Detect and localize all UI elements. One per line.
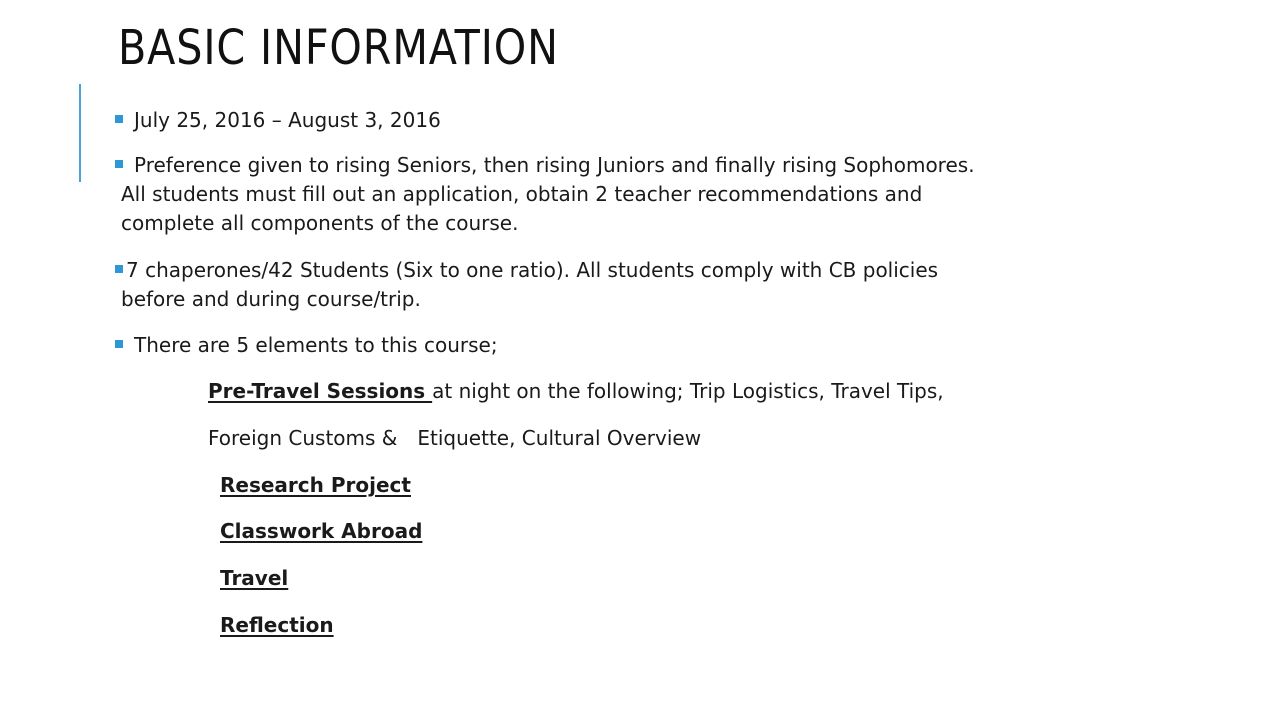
- bullet-square-icon: [115, 265, 123, 273]
- bullet-preference-line-2: All students must fill out an application, obtain 2 teacher recommendations and: [121, 182, 923, 206]
- bullet-chaperones-line-1: 7 chaperones/42 Students (Six to one ratio). All students comply with CB policies: [126, 258, 939, 282]
- pre-travel-description-2: Foreign Customs & Etiquette, Cultural Overview: [208, 426, 702, 450]
- accent-bar: [79, 84, 81, 182]
- travel-link[interactable]: Travel: [220, 566, 289, 590]
- bullet-square-icon: [115, 340, 123, 348]
- bullet-preference-line-3: complete all components of the course.: [121, 211, 519, 235]
- bullet-dates: July 25, 2016 – August 3, 2016: [134, 108, 441, 132]
- classwork-abroad-link[interactable]: Classwork Abroad: [220, 519, 423, 543]
- pre-travel-description: at night on the following; Trip Logistics, Travel Tips,: [432, 379, 944, 403]
- bullet-chaperones-line-2: before and during course/trip.: [121, 287, 421, 311]
- research-project-link[interactable]: Research Project: [220, 473, 411, 497]
- bullet-square-icon: [115, 115, 123, 123]
- reflection-link[interactable]: Reflection: [220, 613, 334, 637]
- slide-title: BASIC INFORMATION: [118, 20, 559, 76]
- bullet-preference-line-1: Preference given to rising Seniors, then rising Juniors and finally rising Sophomores.: [134, 153, 975, 177]
- bullet-square-icon: [115, 160, 123, 168]
- bullet-elements-intro: There are 5 elements to this course;: [134, 333, 498, 357]
- pre-travel-line: [208, 377, 944, 406]
- pre-travel-sessions-link[interactable]: Pre-Travel Sessions: [208, 379, 433, 403]
